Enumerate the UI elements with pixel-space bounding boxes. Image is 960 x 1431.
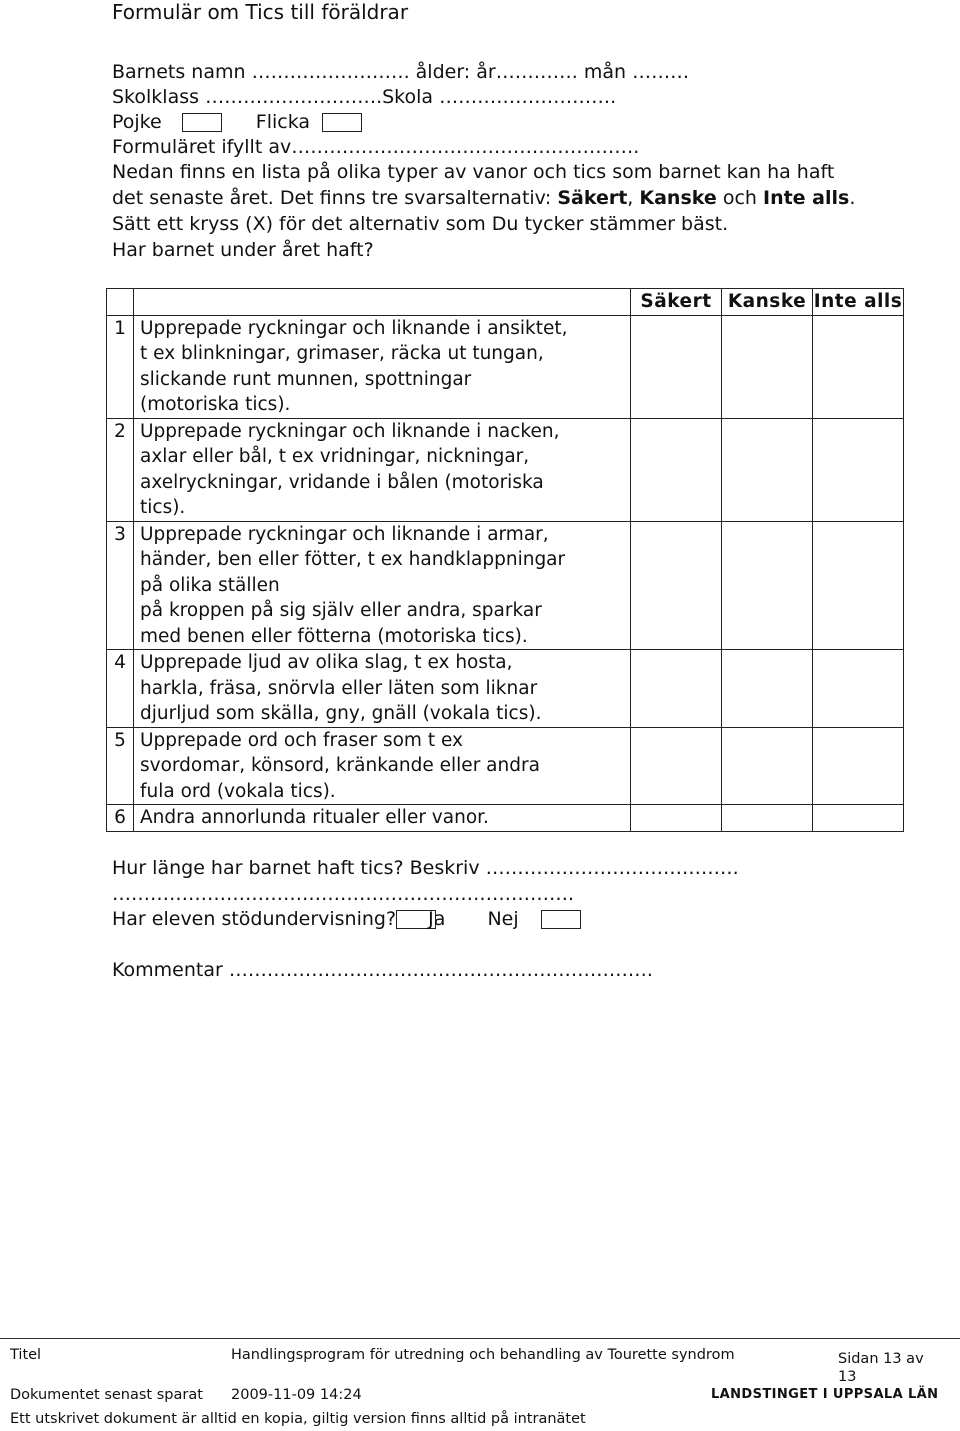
row-number: 5 — [107, 727, 134, 805]
age-label: ålder: — [415, 61, 471, 83]
boy-checkbox[interactable] — [182, 113, 222, 132]
row-description-line: på kroppen på sig själv eller andra, sparkar — [140, 600, 542, 621]
answer-cell-kanske[interactable] — [722, 315, 813, 418]
answer-cell-kanske[interactable] — [722, 727, 813, 805]
school-label: Skola — [382, 86, 434, 108]
answer-cell-sakert[interactable] — [631, 727, 722, 805]
header-num-cell — [107, 289, 134, 316]
answer-cell-kanske[interactable] — [722, 650, 813, 728]
row-description-line: Upprepade ryckningar och liknande i nacken, — [140, 420, 560, 442]
row-description-line: harkla, fräsa, snörvla eller läten som liknar — [140, 677, 538, 699]
footer-saved-date: 2009-11-09 14:24 — [231, 1387, 362, 1403]
filled-by-field[interactable]: ………………………………………………. — [291, 136, 640, 158]
intro-sep-1: , — [627, 187, 640, 209]
table-row — [107, 805, 904, 832]
row-description — [134, 418, 631, 521]
intro-text: det senaste året. Det finns tre svarsalternativ: — [112, 187, 558, 209]
intro-line-2 — [112, 186, 855, 211]
boy-label: Pojke — [112, 111, 162, 133]
answer-cell-sakert[interactable] — [631, 418, 722, 521]
table-header-row — [107, 289, 904, 316]
child-name-field[interactable]: ……………………. — [251, 61, 410, 83]
class-label: Skolklass — [112, 86, 200, 108]
comment-field[interactable]: …………………………………………………………. — [228, 959, 653, 981]
yes-label: Ja — [428, 908, 446, 930]
answer-cell-kanske[interactable] — [722, 521, 813, 650]
row-description-line: (motoriska tics). — [140, 394, 291, 415]
row-description — [134, 315, 631, 418]
duration-field-2[interactable]: ………………………………………………………………. — [112, 883, 575, 905]
intro-line-1: Nedan finns en lista på olika typer av vanor och tics som barnet kan ha haft — [112, 161, 835, 183]
no-label: Nej — [487, 908, 519, 930]
header-kanske: Kanske — [722, 289, 813, 316]
comment-label: Kommentar — [112, 959, 223, 981]
answer-cell-sakert[interactable] — [631, 315, 722, 418]
row-description-line: på olika ställen — [140, 574, 280, 596]
tics-table — [106, 288, 904, 832]
row-description-line: händer, ben eller fötter, t ex handklappningar — [140, 549, 566, 570]
row-description — [134, 650, 631, 728]
table-row — [107, 418, 904, 521]
footer-divider — [0, 1338, 960, 1339]
answer-cell-kanske[interactable] — [722, 418, 813, 521]
row-description-line: djurljud som skälla, gny, gnäll (vokala tics). — [140, 703, 542, 724]
table-row — [107, 727, 904, 805]
no-checkbox[interactable] — [541, 910, 581, 929]
child-name-line — [112, 60, 689, 85]
gender-line — [112, 110, 362, 135]
row-description-line: Upprepade ryckningar och liknande i armar, — [140, 523, 549, 545]
row-number: 4 — [107, 650, 134, 728]
row-description-line: Upprepade ljud av olika slag, t ex hosta, — [140, 652, 513, 673]
row-description-line: fula ord (vokala tics). — [140, 780, 336, 802]
intro-sep-2: och — [716, 187, 763, 209]
duration-field[interactable]: …………………………………. — [485, 857, 739, 879]
answer-cell-inte-alls[interactable] — [813, 805, 904, 832]
footer-title-label: Titel — [10, 1347, 42, 1363]
answer-cell-sakert[interactable] — [631, 521, 722, 650]
row-description-line: t ex blinkningar, grimaser, räcka ut tungan, — [140, 343, 544, 364]
row-description — [134, 521, 631, 650]
age-years-field[interactable]: …………. — [495, 61, 578, 83]
answer-cell-inte-alls[interactable] — [813, 521, 904, 650]
row-number: 1 — [107, 315, 134, 418]
comment-line — [112, 958, 653, 983]
girl-label: Flicka — [255, 111, 311, 133]
footer-disclaimer: Ett utskrivet dokument är alltid en kopia, giltig version finns alltid på intranätet — [10, 1411, 586, 1427]
row-description-line: med benen eller fötterna (motoriska tics). — [140, 625, 528, 647]
row-number: 3 — [107, 521, 134, 650]
table-row — [107, 315, 904, 418]
row-description-line: axlar eller bål, t ex vridningar, nickningar, — [140, 446, 530, 467]
footer-org: LANDSTINGET I UPPSALA LÄN — [711, 1387, 939, 1402]
duration-label: Hur länge har barnet haft tics? Beskriv — [112, 857, 480, 879]
intro-line-3: Sätt ett kryss (X) för det alternativ som Du tycker stämmer bäst. — [112, 213, 729, 235]
intro-line-4: Har barnet under året haft? — [112, 239, 374, 261]
intro-end: . — [849, 187, 856, 209]
row-description-line: tics). — [140, 497, 186, 518]
answer-cell-inte-alls[interactable] — [813, 727, 904, 805]
girl-checkbox[interactable] — [322, 113, 362, 132]
footer-page-total: 13 — [838, 1369, 857, 1385]
support-label: Har eleven stödundervisning? — [112, 908, 397, 930]
answer-cell-inte-alls[interactable] — [813, 315, 904, 418]
answer-cell-sakert[interactable] — [631, 650, 722, 728]
footer-doc-title: Handlingsprogram för utredning och behandling av Tourette syndrom — [231, 1347, 735, 1363]
option-sakert: Säkert — [557, 187, 628, 209]
school-line — [112, 85, 616, 110]
answer-cell-sakert[interactable] — [631, 805, 722, 832]
option-inte-alls: Inte alls — [763, 187, 850, 209]
tics-table-body — [107, 289, 904, 832]
header-sakert: Säkert — [631, 289, 722, 316]
footer-page-label: Sidan 13 av — [838, 1351, 924, 1367]
footer-saved-label: Dokumentet senast sparat — [10, 1387, 203, 1403]
answer-cell-kanske[interactable] — [722, 805, 813, 832]
answer-cell-inte-alls[interactable] — [813, 650, 904, 728]
support-line — [112, 907, 581, 932]
header-text-cell — [134, 289, 631, 316]
answer-cell-inte-alls[interactable] — [813, 418, 904, 521]
row-description-line: axelryckningar, vridande i bålen (motoriska — [140, 471, 544, 493]
row-description-line: Andra annorlunda ritualer eller vanor. — [140, 807, 489, 828]
school-field[interactable]: ………………………. — [439, 86, 617, 108]
filled-by-label: Formuläret ifyllt av — [112, 136, 292, 158]
row-description-line: slickande runt munnen, spottningar — [140, 368, 472, 390]
filled-by-line — [112, 135, 639, 160]
row-description-line: Upprepade ryckningar och liknande i ansiktet, — [140, 317, 568, 339]
row-description — [134, 805, 631, 832]
row-description-line: svordomar, könsord, kränkande eller andra — [140, 755, 540, 776]
row-description-line: Upprepade ord och fraser som t ex — [140, 729, 463, 751]
row-number: 6 — [107, 805, 134, 832]
option-kanske: Kanske — [639, 187, 717, 209]
row-description — [134, 727, 631, 805]
child-name-label: Barnets namn — [112, 61, 246, 83]
age-years-label: år — [476, 61, 496, 83]
form-title: Formulär om Tics till föräldrar — [112, 0, 409, 24]
class-field[interactable]: ………………………. — [205, 86, 383, 108]
age-months-field[interactable]: ……… — [632, 61, 690, 83]
duration-line — [112, 856, 739, 881]
table-row — [107, 650, 904, 728]
row-number: 2 — [107, 418, 134, 521]
header-inte-alls: Inte alls — [813, 289, 904, 316]
age-months-label: mån — [583, 61, 627, 83]
table-row — [107, 521, 904, 650]
